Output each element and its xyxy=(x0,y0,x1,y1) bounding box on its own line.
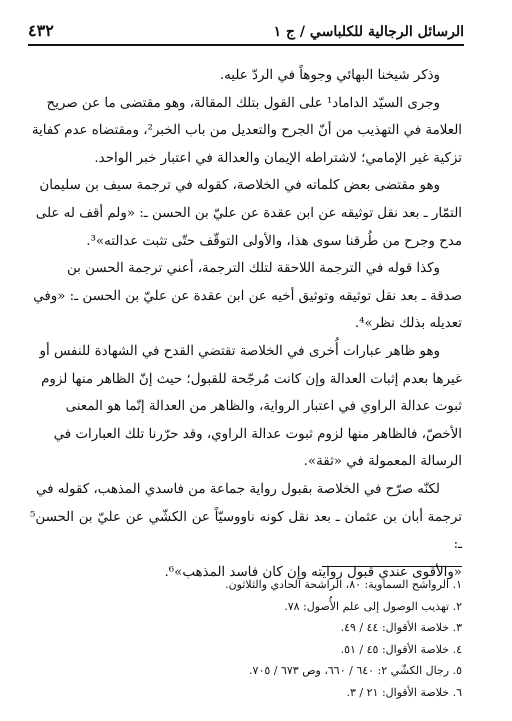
text-line: لكنّه صرّح في الخلاصة بقبول رواية جماعة من فاسدي المذهب، كقوله في xyxy=(35,481,440,497)
text-line: وكذا قوله في الترجمة اللاحقة لتلك الترجمة، أعني ترجمة الحسن بن xyxy=(66,261,440,277)
text-line: وهو مقتضى بعض كلماته في الخلاصة، كقوله في ترجمة سيف بن سليمان xyxy=(39,178,440,194)
text-line: الأخصّ، فالظاهر منها لزوم ثبوت عدالة الراوي، وقد حرّرنا تلك العبارات في xyxy=(53,426,462,442)
page-header xyxy=(28,14,464,40)
footnote-item: ١. الرواشح السماوية: ٨٠، الراشحة الحادي والثلاثون. xyxy=(225,578,462,591)
text-line: التمّار ـ بعد نقل توثيقه عن ابن عقدة عن عليّ بن الحسن ـ: «ولم أقف له على xyxy=(35,205,462,221)
footnotes xyxy=(30,574,462,703)
footnote-item: ٥. رجال الكشّي ٢: ٦٤٠ / ٦٦٠، وص ٦٧٣ / ٧٠٥. xyxy=(249,664,462,677)
text-line: تعديله بذلك نظر»⁴. xyxy=(354,316,462,332)
footnote-item: ٣. خلاصة الأقوال: ٤٤ / ٤٩. xyxy=(340,621,462,634)
footnote-item: ٤. خلاصة الأقوال: ٤٥ / ٥١. xyxy=(340,642,462,656)
footnote-item: ٢. تهذيب الوصول إلى علم الأُصول: ٧٨. xyxy=(284,599,462,613)
running-title: الرسائل الرجالية للكلباسي / ج ١ xyxy=(273,24,464,40)
page-number: ٤٣٢ xyxy=(28,21,54,40)
text-line: صدقة ـ بعد نقل توثيقه وتوثيق أخيه عن ابن عقدة عن عليّ بن الحسن ـ: «وفي xyxy=(33,288,462,304)
footnote-item: ٦. خلاصة الأقوال: ٢١ / ٣. xyxy=(346,685,462,699)
header-rule xyxy=(28,44,464,46)
text-line: وجرى السيّد الداماد¹ على القول بتلك المقالة، وهو مقتضى ما عن صريح xyxy=(46,95,440,111)
text-line: غيرها بعدم إثبات العدالة وإن كانت مُرجّحة للقبول؛ حيث إنّ الظاهر منها لزوم xyxy=(41,371,462,387)
text-line: الرسالة المعمولة في «ثقة». xyxy=(303,454,462,470)
text-line: وهو ظاهر عبارات أُخرى في الخلاصة تقتضي القدح في الشهادة للنفس أو xyxy=(39,343,440,359)
text-line: العلامة في التهذيب من أنّ الجرح والتعديل من باب الخبر²، ومقتضاه عدم كفاية xyxy=(31,123,462,139)
text-line: ثبوت عدالة الراوي في اعتبار الرواية، والظاهر من العدالة إنّما هو المعنى xyxy=(65,399,462,415)
text-line: مدح وجرح من طُرقنا سوى هذا، والأولى التوقّف حتّى تثبت عدالته»³. xyxy=(86,233,462,249)
text-line: تزكية غير الإمامي؛ لاشتراطه الإيمان والعدالة في اعتبار خبر الواحد. xyxy=(94,150,462,166)
text-line: ترجمة أبان بن عثمان ـ بعد نقل كونه ناووسيّاً عن الكشّي عن عليّ بن الحسن⁵ ـ: xyxy=(30,509,462,553)
main-text xyxy=(30,62,462,586)
text-line: «والأقوى عندي قبول روايته وإن كان فاسد المذهب»⁶. xyxy=(164,564,462,580)
text-line: وذكر شيخنا البهائي وجوهاً في الردّ عليه. xyxy=(219,68,440,83)
footnote-separator xyxy=(322,566,462,567)
